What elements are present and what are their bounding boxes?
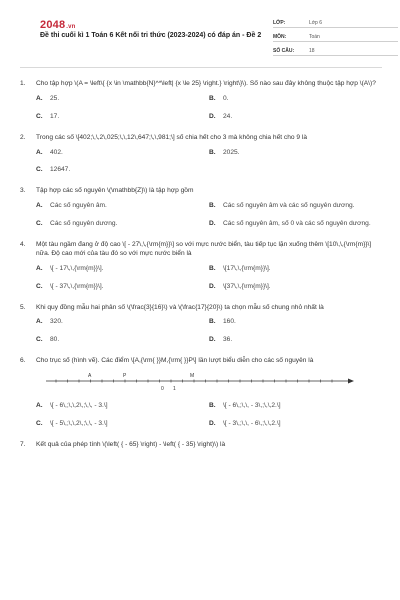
option-text: \[ - 37\,\,{\rm{m}}\].	[50, 282, 104, 290]
option-c[interactable]	[36, 166, 209, 175]
option-label: C.	[36, 166, 43, 174]
meta-value: 18	[309, 48, 315, 55]
option-label: D.	[209, 112, 216, 120]
option-text: 0.	[223, 94, 229, 102]
meta-row-count	[273, 44, 398, 56]
number-line-figure	[36, 370, 382, 396]
option-label: B.	[209, 202, 216, 210]
option-label: B.	[209, 264, 216, 272]
question-text: Cho trục số (hình vẽ). Các điểm \[A,{\rm{ }}M,{\rm{ }}P\] lần lượt biểu diễn cho các số nguyên là	[36, 357, 314, 365]
meta-value: Lớp 6	[309, 20, 323, 27]
option-label: D.	[209, 419, 216, 427]
option-text: 25.	[50, 94, 60, 102]
point-label-p: P	[123, 373, 127, 380]
option-label: B.	[209, 94, 216, 102]
logo-suffix: .vn	[66, 24, 76, 30]
option-label: C.	[36, 336, 43, 344]
option-label: A.	[36, 264, 43, 272]
option-text: \[ - 17\,\,{\rm{m}}\].	[50, 264, 104, 272]
question-3	[20, 187, 382, 229]
option-label: C.	[36, 282, 43, 290]
meta-label: MÔN:	[273, 34, 287, 41]
option-c[interactable]	[36, 220, 209, 229]
option-text: Các số nguyên âm và các số nguyên dương.	[223, 202, 355, 210]
option-a[interactable]	[36, 318, 209, 327]
point-label-m: M	[190, 373, 195, 380]
option-text: 160.	[223, 318, 236, 326]
meta-row-subject	[273, 30, 398, 42]
meta-row-class	[273, 16, 398, 28]
option-label: D.	[209, 282, 216, 290]
option-d[interactable]	[209, 113, 382, 122]
option-label: A.	[36, 202, 43, 210]
question-number: 1.	[20, 80, 26, 87]
option-label: B.	[209, 148, 216, 156]
answer-options	[36, 318, 382, 345]
answer-options	[36, 95, 382, 122]
option-c[interactable]	[36, 113, 209, 122]
question-text: Cho tập hợp \(A = \left\{ {x \in \mathbb{N}^*\left| {x \le 25} \right.} \right\}\). Số nào sau đây không thuộc tập hợp \(A\)?	[36, 80, 376, 87]
question-7	[20, 441, 382, 450]
option-text: \[17\,\,{\rm{m}}\].	[223, 264, 271, 272]
option-text: \[ - 5\,;\,\,2\,;\,\, - 3.\]	[50, 419, 108, 427]
option-b[interactable]	[209, 402, 382, 411]
point-label-a: A	[88, 373, 92, 380]
question-text: Một tàu ngầm đang ở độ cao \[ - 27\,\,{\rm{m}}\] so với mực nước biển, tàu tiếp tục lặn xuống thêm \[10\,\,{\rm{m}}\] nữa. Độ cao mới của tàu đó so với mực nước biển là	[36, 241, 372, 257]
option-label: C.	[36, 112, 43, 120]
question-number: 3.	[20, 187, 26, 195]
question-1	[20, 80, 382, 122]
option-b[interactable]	[209, 202, 382, 211]
option-text: 17.	[50, 112, 60, 120]
option-d[interactable]	[209, 220, 382, 229]
option-c[interactable]	[36, 420, 209, 429]
answer-options	[36, 149, 382, 176]
option-text: Các số nguyên dương.	[50, 220, 118, 228]
option-text: 402.	[50, 148, 63, 156]
option-b[interactable]	[209, 318, 382, 327]
option-text: 36.	[223, 336, 233, 344]
header-divider	[20, 67, 382, 68]
question-text: Khi quy đồng mẫu hai phân số \(\frac{3}{16}\) và \(\frac{17}{20}\) ta chọn mẫu số chung nhỏ nhất là	[36, 303, 324, 311]
option-label: A.	[36, 402, 43, 410]
question-list	[20, 80, 382, 462]
option-text: \[ - 6\,;\,\, - 3\,;\,\,2.\]	[223, 402, 281, 410]
question-2	[20, 134, 382, 176]
question-number: 2.	[20, 133, 26, 141]
tick-label-zero: 0	[161, 386, 164, 393]
option-a[interactable]	[36, 202, 209, 211]
tick-label-one: 1	[173, 386, 176, 393]
question-text: Kết quả của phép tính \(\left( { - 65} \right) - \left( { - 35} \right)\) là	[36, 440, 226, 448]
option-b[interactable]	[209, 265, 382, 274]
option-c[interactable]	[36, 283, 209, 292]
option-text: Các số nguyên âm, số 0 và các số nguyên dương.	[223, 220, 371, 228]
meta-value: Toán	[309, 34, 320, 41]
option-text: 2025.	[223, 148, 240, 156]
exam-meta	[273, 16, 398, 58]
option-label: C.	[36, 220, 43, 228]
option-label: B.	[209, 402, 216, 410]
question-text: Trong các số \[402;\,\,2\,025;\,\,12\,647;\,\,981;\] số chia hết cho 3 mà không chia hết cho 9 là	[36, 133, 308, 141]
option-a[interactable]	[36, 265, 209, 274]
option-text: \[37\,\,{\rm{m}}\].	[223, 282, 271, 290]
option-b[interactable]	[209, 149, 382, 158]
answer-options	[36, 265, 382, 292]
option-a[interactable]	[36, 95, 209, 104]
option-b[interactable]	[209, 95, 382, 104]
option-text: 80.	[50, 336, 60, 344]
option-a[interactable]	[36, 402, 209, 411]
question-5	[20, 304, 382, 346]
option-text: 24.	[223, 112, 233, 120]
number-line-svg	[36, 370, 366, 392]
option-label: A.	[36, 318, 43, 326]
option-label: A.	[36, 94, 43, 102]
option-text: \[ - 3\,;\,\, - 6\,;\,\,2.\]	[223, 419, 281, 427]
option-label: D.	[209, 336, 216, 344]
option-label: A.	[36, 148, 43, 156]
option-d[interactable]	[209, 283, 382, 292]
question-number: 7.	[20, 440, 26, 448]
logo-main: 2048	[40, 19, 66, 31]
option-text: 320.	[50, 318, 63, 326]
question-4	[20, 241, 382, 292]
option-label: C.	[36, 419, 43, 427]
meta-label: SỐ CÂU:	[273, 48, 295, 55]
option-label: D.	[209, 220, 216, 228]
question-number: 4.	[20, 241, 26, 249]
option-text: \[ - 6\,;\,\,2\,;\,\, - 3.\]	[50, 402, 108, 410]
document-title: Đề thi cuối kì 1 Toán 6 Kết nối tri thức (2023-2024) có đáp án - Đề 2	[40, 32, 262, 39]
axis-arrowhead	[348, 379, 354, 384]
question-6	[20, 357, 382, 429]
option-d[interactable]	[209, 336, 382, 345]
option-text: Các số nguyên âm.	[50, 202, 107, 210]
meta-label: LỚP:	[273, 20, 286, 27]
question-number: 6.	[20, 357, 26, 365]
option-d[interactable]	[209, 420, 382, 429]
question-number: 5.	[20, 303, 26, 311]
option-text: 12647.	[50, 166, 71, 174]
exam-header	[20, 0, 382, 64]
option-label: B.	[209, 318, 216, 326]
question-text: Tập hợp các số nguyên \(\mathbb{Z}\) là tập hợp gồm	[36, 187, 194, 195]
option-a[interactable]	[36, 149, 209, 158]
answer-options	[36, 402, 382, 429]
answer-options	[36, 202, 382, 229]
option-c[interactable]	[36, 336, 209, 345]
